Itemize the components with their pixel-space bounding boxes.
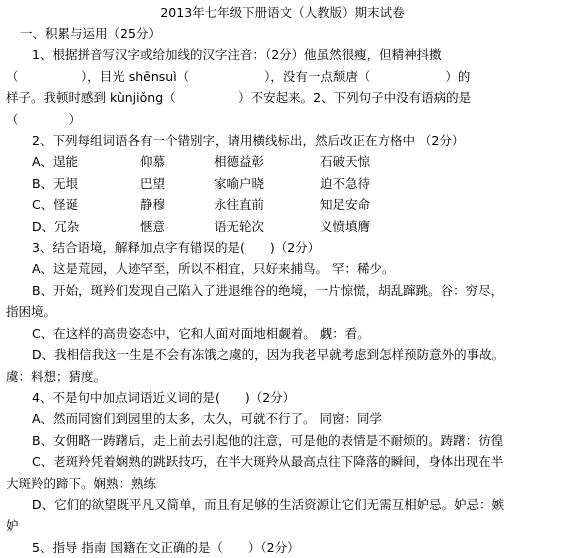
q3-option-cont: 指困境。 <box>6 304 57 320</box>
q2-word: 巴望 <box>140 175 166 191</box>
q2-word: 迫不急待 <box>320 175 371 191</box>
q1-line-1: 1、根据拼音写汉字或给加线的汉字注音：（2分）他虽然很瘦，但精神抖擞 <box>32 47 442 63</box>
q5-stem-partial: 5、指导 指南 国籍在文正确的是（ ）（2分） <box>32 539 300 555</box>
q2-word: 知足安命 <box>320 197 371 213</box>
q2-option-row <box>6 216 559 237</box>
q3-option-cont: 虞：料想；猜度。 <box>6 368 107 384</box>
q3-option: A、这是荒园，人迹罕至，所以不相宜，只好来捕鸟。 罕：稀少。 <box>32 261 395 277</box>
q4-option: B、女佣略一踌躇后，走上前去引起他的注意，可是他的表情是不耐烦的。踌躇：彷徨 <box>32 432 504 448</box>
q4-stem: 4、不是句中加点词语近义词的是( )（2分） <box>32 389 296 405</box>
q2-word: D、冗杂 <box>32 218 80 234</box>
q2-word: 相德益彰 <box>214 154 265 170</box>
q3-option: B、开始，斑羚们发现自己陷入了进退维谷的绝境，一片惊慌，胡乱蹿跳。谷：穷尽， <box>32 282 504 298</box>
q4-option: C、老斑羚凭着娴熟的跳跃技巧，在半大斑羚从最高点往下降落的瞬间，身体出现在半 <box>32 454 504 470</box>
q1-line-3: 样子。我顿时感到 kùnjiǒng（ ）不安起来。2、下列句子中没有语病的是 <box>6 90 472 106</box>
section-heading: 一、积累与运用（25分） <box>20 26 161 41</box>
q2-option-row <box>6 173 559 194</box>
q2-option-row <box>6 151 559 172</box>
exam-title: 2013年七年级下册语文（人教版）期末试卷 <box>160 5 405 20</box>
q1-line-4: （ ） <box>6 111 82 127</box>
q4-option-cont: 妒 <box>6 518 19 534</box>
q2-word: B、无垠 <box>32 175 79 191</box>
q2-word: 惬意 <box>140 218 166 234</box>
q4-option-cont: 大斑羚的蹄下。娴熟：熟练 <box>6 475 157 491</box>
q3-option: D、我相信我这一生是不会有冻饿之虞的，因为我老早就考虑到怎样预防意外的事故。 <box>32 347 505 363</box>
q3-option: C、在这样的高贵姿态中，它和人面对面地相觑着。 觑：看。 <box>32 325 370 341</box>
q2-word: A、逞能 <box>32 154 79 170</box>
q4-option: D、它们的欲望既平凡又简单，而且有足够的生活资源让它们无需互相妒忌。妒忌：嫉 <box>32 496 505 512</box>
q2-word: 静穆 <box>140 197 166 213</box>
q2-stem: 2、下列每组词语各有一个错别字，请用横线标出，然后改正在方格中 （2分） <box>32 133 465 149</box>
q2-word: 仰慕 <box>140 154 166 170</box>
q2-option-row <box>6 194 559 215</box>
q4-option: A、然而同窗们到园里的太多，太久，可就不行了。 同窗：同学 <box>32 411 383 427</box>
q2-word: 家喻户晓 <box>214 175 265 191</box>
q1-line-2: （ ），目光 shēnsuì（ ），没有一点颓唐（ ）的 <box>6 68 471 84</box>
q2-word: 义愤填膺 <box>320 218 371 234</box>
q2-word: 永往直前 <box>214 197 265 213</box>
q3-stem: 3、结合语境，解释加点字有错误的是( )（2分） <box>32 240 321 256</box>
q2-word: 语无轮次 <box>214 218 265 234</box>
q2-word: 石破天惊 <box>320 154 371 170</box>
q2-word: C、怪诞 <box>32 197 79 213</box>
